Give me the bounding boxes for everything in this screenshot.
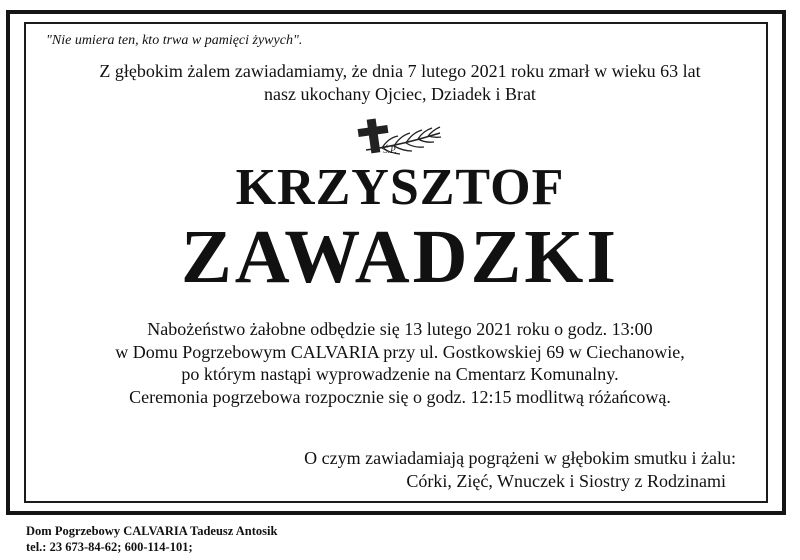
details-line-1: Nabożeństwo żałobne odbędzie się 13 lutego 2021 roku o godz. 13:00 — [147, 319, 653, 339]
details-line-2: w Domu Pogrzebowym CALVARIA przy ul. Gostkowskiej 69 w Ciechanowie, — [115, 341, 685, 362]
footer-company: Dom Pogrzebowy CALVARIA Tadeusz Antosik — [26, 524, 278, 538]
announcement-intro — [0, 60, 800, 106]
memorial-quote: "Nie umiera ten, kto trwa w pamięci żywych". — [46, 33, 303, 48]
deceased-first-name: KRZYSZTOF — [235, 159, 565, 216]
closing-line-2: Córki, Zięć, Wnuczek i Siostry z Rodzinami — [406, 471, 726, 491]
funeral-home-footer — [26, 523, 277, 555]
sp-label: Ś.P. — [383, 145, 397, 155]
intro-line-1: Z głębokim żalem zawiadamiamy, że dnia 7 lutego 2021 roku zmarł w wieku 63 lat — [99, 61, 701, 81]
details-line-3: po którym nastąpi wyprowadzenie na Cmentarz Komunalny. — [181, 364, 619, 384]
footer-phone: tel.: 23 673-84-62; 600-114-101; — [26, 540, 193, 554]
intro-line-2: nasz ukochany Ojciec, Dziadek i Brat — [264, 84, 536, 104]
funeral-details — [0, 318, 800, 408]
closing-signature — [304, 447, 736, 493]
deceased-last-name: ZAWADZKI — [181, 215, 619, 299]
closing-line-1: O czym zawiadamiają pogrążeni w głębokim smutku i żalu: — [304, 448, 736, 468]
cross-palm-branch-icon — [352, 116, 444, 162]
details-line-4: Ceremonia pogrzebowa rozpocznie się o godz. 12:15 modlitwą różańcową. — [129, 386, 671, 407]
